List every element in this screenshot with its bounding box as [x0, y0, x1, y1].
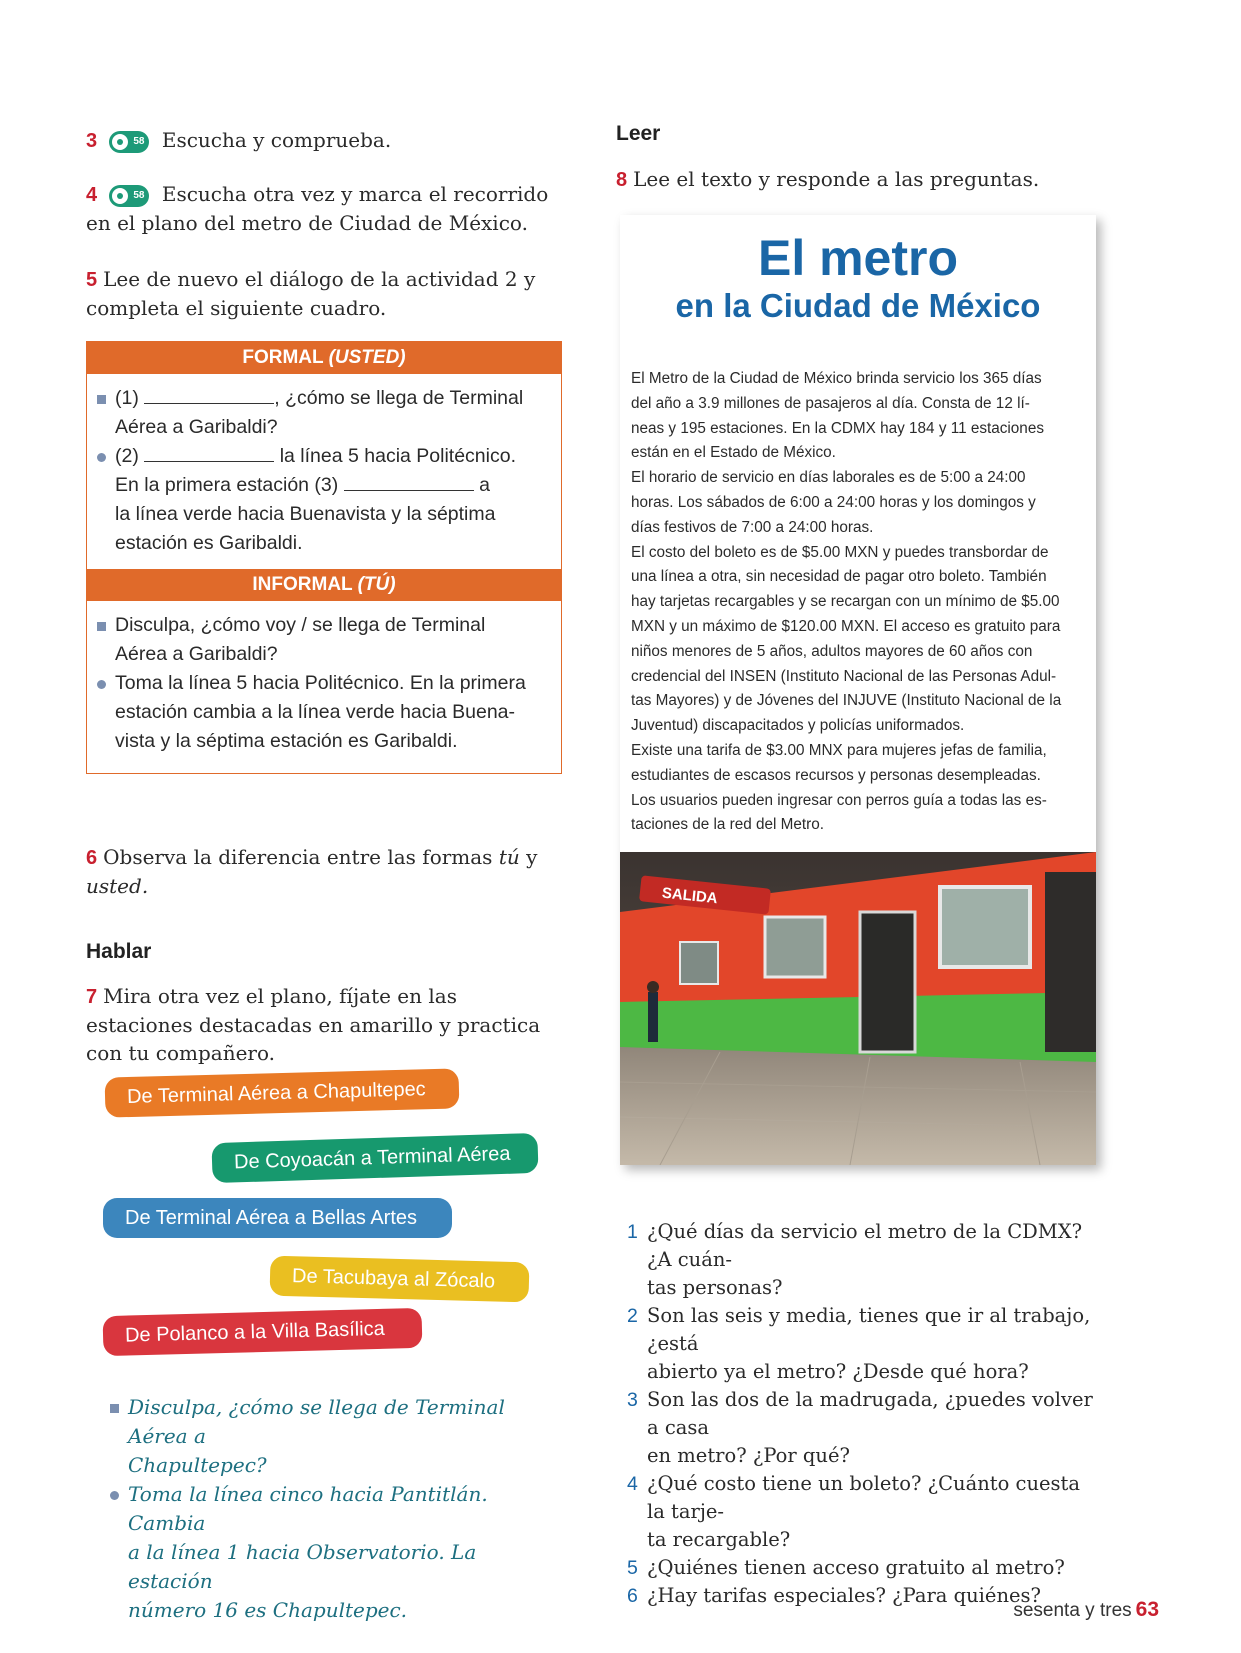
article-line: El horario de servicio en días laborales es de 5:00 a 24:00: [631, 469, 1026, 487]
section-title-leer: Leer: [616, 122, 661, 145]
metro-article: [620, 215, 1096, 1165]
activity-number: 3: [86, 130, 98, 152]
article-body: [631, 367, 1083, 838]
page-number: 63: [1135, 1598, 1159, 1621]
activity-number: 5: [86, 269, 98, 291]
activity-instruction-cont: en el plano del metro de Ciudad de México.: [86, 211, 528, 235]
activity-number: 6: [86, 847, 98, 869]
page-number-words: sesenta y tres: [1013, 1600, 1132, 1621]
article-line: días festivos de 7:00 a 24:00 horas.: [631, 518, 874, 536]
section-title-hablar: Hablar: [86, 940, 152, 963]
article-line: El Metro de la Ciudad de México brinda servicio los 365 días: [631, 370, 1042, 387]
example-question: Disculpa, ¿cómo se llega de Terminal Aérea a Chapultepec?: [110, 1393, 560, 1480]
example-dialogue: [110, 1393, 560, 1625]
activity-number: 8: [616, 169, 628, 191]
activity-6: 6 Observa la diferencia entre las formas tú y usted.: [86, 845, 538, 898]
question-item: 6 ¿Hay tarifas especiales? ¿Para quiénes?: [627, 1584, 1042, 1607]
route-pill: De Polanco a la Villa Basílica: [103, 1308, 423, 1356]
article-line: MXN y un máximo de $120.00 MXN. El acceso es gratuito para: [631, 617, 1061, 635]
article-line: están en el Estado de México.: [631, 444, 836, 462]
article-line: tas Mayores) y de Jóvenes del INJUVE (Instituto Nacional de la: [631, 692, 1062, 710]
article-line: del año a 3.9 millones de pasajeros al día. Consta de 12 lí-: [631, 394, 1030, 412]
article-line: neas y 195 estaciones. En la CDMX hay 184 y 11 estaciones: [631, 419, 1044, 437]
blank-1-input[interactable]: [144, 385, 274, 404]
activity-number: 4: [86, 184, 98, 206]
activity-4: [86, 180, 548, 237]
article-line: taciones de la red del Metro.: [631, 816, 825, 834]
activity-7: 7 Mira otra vez el plano, fíjate en las estaciones destacadas en amarillo y practica con tu compañero.: [86, 984, 541, 1065]
article-subtitle: en la Ciudad de México: [675, 287, 1041, 324]
activity-5: [86, 265, 535, 322]
audio-cd-icon[interactable]: 58: [109, 131, 149, 153]
route-pill: De Tacubaya al Zócalo: [270, 1256, 530, 1303]
audio-cd-icon[interactable]: 58: [109, 185, 149, 207]
activity-instruction-cont: completa el siguiente cuadro.: [86, 296, 387, 320]
route-pill: De Terminal Aérea a Bellas Artes: [103, 1198, 452, 1238]
article-line: El costo del boleto es de $5.00 MXN y puedes transbordar de: [631, 543, 1049, 561]
question-item: 2 Son las seis y media, tienes que ir al trabajo, ¿está abierto ya el metro? ¿Desde qué hora?: [627, 1304, 1091, 1383]
metro-train-photo: [620, 852, 1096, 1165]
question-item: 1 ¿Qué días da servicio el metro de la CDMX? ¿A cuán- tas personas?: [627, 1220, 1083, 1299]
formal-informal-table: [86, 341, 562, 774]
article-title: El metro: [757, 230, 959, 286]
question-item: 4 ¿Qué costo tiene un boleto? ¿Cuánto cuesta la tarje- ta recargable?: [627, 1472, 1081, 1551]
route-pill: De Coyoacán a Terminal Aérea: [211, 1133, 538, 1183]
informal-answer: Toma la línea 5 hacia Politécnico. En la primera estación cambia a la línea verde hacia Buena- vista y la séptima estación es Garibaldi.: [97, 669, 549, 756]
activity-8: 8 Lee el texto y responde a las preguntas.: [616, 167, 1040, 191]
informal-section: [87, 601, 561, 764]
article-line: estudiantes de escasos recursos y personas desempleadas.: [631, 766, 1041, 784]
photo-sign-text: SALIDA: [661, 884, 719, 908]
article-line: Los usuarios pueden ingresar con perros guía a todas las es-: [631, 791, 1047, 809]
activity-3: [86, 126, 391, 155]
question-item: 3 Son las dos de la madrugada, ¿puedes volver a casa en metro? ¿Por qué?: [627, 1388, 1093, 1467]
article-line: horas. Los sábados de 6:00 a 24:00 horas y los domingos y: [631, 493, 1036, 511]
article-line: niños menores de 5 años, adultos mayores de 60 años con: [631, 642, 1033, 660]
example-answer: Toma la línea cinco hacia Pantitlán. Cambia a la línea 1 hacia Observatorio. La estación número 16 es Chapultepec.: [110, 1480, 560, 1625]
activity-number: 7: [86, 986, 98, 1008]
formal-question: (1) , ¿cómo se llega de Terminal Aérea a Garibaldi?: [97, 384, 549, 442]
question-item: 5 ¿Quiénes tienen acceso gratuito al metro?: [627, 1556, 1065, 1579]
article-line: Juventud) discapacitados y policías uniformados.: [631, 717, 965, 735]
formal-header: FORMAL (USTED): [87, 342, 561, 374]
article-line: hay tarjetas recargables y se recargan con un mínimo de $5.00: [631, 593, 1060, 611]
activity-instruction: Escucha otra vez y marca el recorrido: [161, 182, 549, 206]
informal-header: INFORMAL (TÚ): [87, 569, 561, 601]
page-footer: [1013, 1598, 1159, 1622]
activity-instruction: Escucha y comprueba.: [161, 128, 392, 152]
comprehension-questions: [627, 1218, 1097, 1610]
blank-3-input[interactable]: [344, 472, 474, 491]
informal-question: Disculpa, ¿cómo voy / se llega de Terminal Aérea a Garibaldi?: [97, 611, 549, 669]
article-line: credencial del INSEN (Instituto Nacional de las Personas Adul-: [631, 667, 1057, 685]
formal-answer: (2) la línea 5 hacia Politécnico. En la primera estación (3) a la línea verde hacia Buenavista y la séptima estación es Garibaldi.: [97, 442, 549, 558]
article-line: Existe una tarifa de $3.00 MNX para mujeres jefas de familia,: [631, 741, 1047, 759]
formal-section: [87, 374, 561, 569]
route-pill: De Terminal Aérea a Chapultepec: [105, 1068, 460, 1117]
activity-instruction: Lee de nuevo el diálogo de la actividad 2 y: [103, 267, 536, 291]
article-line: una línea a otra, sin necesidad de pagar otro boleto. También: [631, 568, 1047, 586]
blank-2-input[interactable]: [144, 443, 274, 462]
